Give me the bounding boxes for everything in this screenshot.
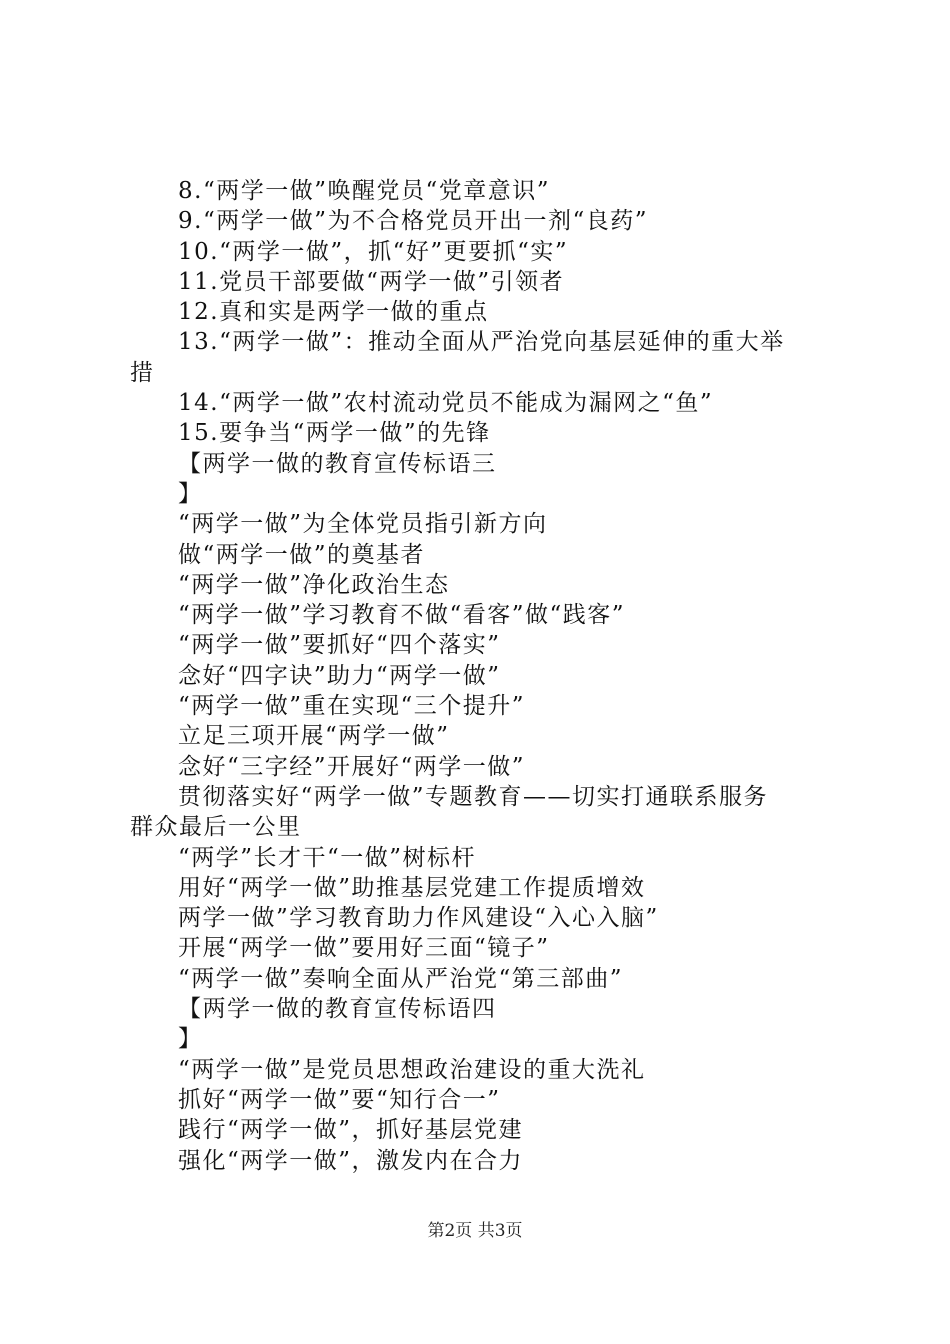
section-heading-bracket: 】: [178, 480, 203, 507]
text-line: 开展“两学一做”要用好三面“镜子”: [178, 935, 550, 962]
text-line: 立足三项开展“两学一做”: [178, 723, 450, 750]
text-line: 15.要争当“两学一做”的先锋: [178, 420, 491, 447]
text-line: 9.“两学一做”为不合格党员开出一剂“良药”: [178, 208, 648, 235]
text-line-continuation: 措: [130, 359, 155, 386]
text-line: 8.“两学一做”唤醒党员“党章意识”: [178, 178, 550, 204]
text-line: 10.“两学一做”，抓“好”更要抓“实”: [178, 238, 569, 265]
text-line: 13.“两学一做”：推动全面从严治党向基层延伸的重大举: [178, 329, 785, 356]
section-heading: 【两学一做的教育宣传标语四: [178, 996, 497, 1023]
text-line: “两学一做”奏响全面从严治党“第三部曲”: [178, 965, 624, 992]
document-body: [130, 176, 830, 1176]
section-heading-bracket: 】: [178, 1026, 203, 1053]
text-line: 强化“两学一做”，激发内在合力: [178, 1147, 524, 1174]
text-line: “两学一做”要抓好“四个落实”: [178, 632, 501, 659]
text-line: 14.“两学一做”农村流动党员不能成为漏网之“鱼”: [178, 390, 714, 417]
text-line: 11.党员干部要做“两学一做”引领者: [178, 268, 565, 295]
text-line: 12.真和实是两学一做的重点: [178, 299, 489, 326]
text-line: “两学一做”是党员思想政治建设的重大洗礼: [178, 1056, 646, 1083]
section-heading: 【两学一做的教育宣传标语三: [178, 450, 497, 477]
text-line: “两学一做”重在实现“三个提升”: [178, 693, 526, 720]
text-line: “两学”长才干“一做”树标杆: [178, 844, 477, 871]
text-line: 用好“两学一做”助推基层党建工作提质增效: [178, 874, 646, 901]
page-footer: 第2页 共3页: [427, 1221, 523, 1241]
text-line-continuation: 群众最后一公里: [130, 814, 302, 841]
text-line: “两学一做”为全体党员指引新方向: [178, 511, 548, 538]
text-line: 贯彻落实好“两学一做”专题教育——切实打通联系服务: [178, 783, 769, 810]
text-line: “两学一做”净化政治生态: [178, 571, 450, 598]
text-line: 念好“三字经”开展好“两学一做”: [178, 753, 526, 780]
text-line: “两学一做”学习教育不做“看客”做“践客”: [178, 602, 626, 629]
text-line: 抓好“两学一做”要“知行合一”: [178, 1086, 501, 1113]
text-line: 践行“两学一做”，抓好基层党建: [178, 1117, 524, 1144]
text-line: 两学一做”学习教育助力作风建设“入心入脑”: [178, 905, 659, 932]
text-line: 念好“四字诀”助力“两学一做”: [178, 662, 501, 689]
text-line: 做“两学一做”的奠基者: [178, 541, 426, 568]
